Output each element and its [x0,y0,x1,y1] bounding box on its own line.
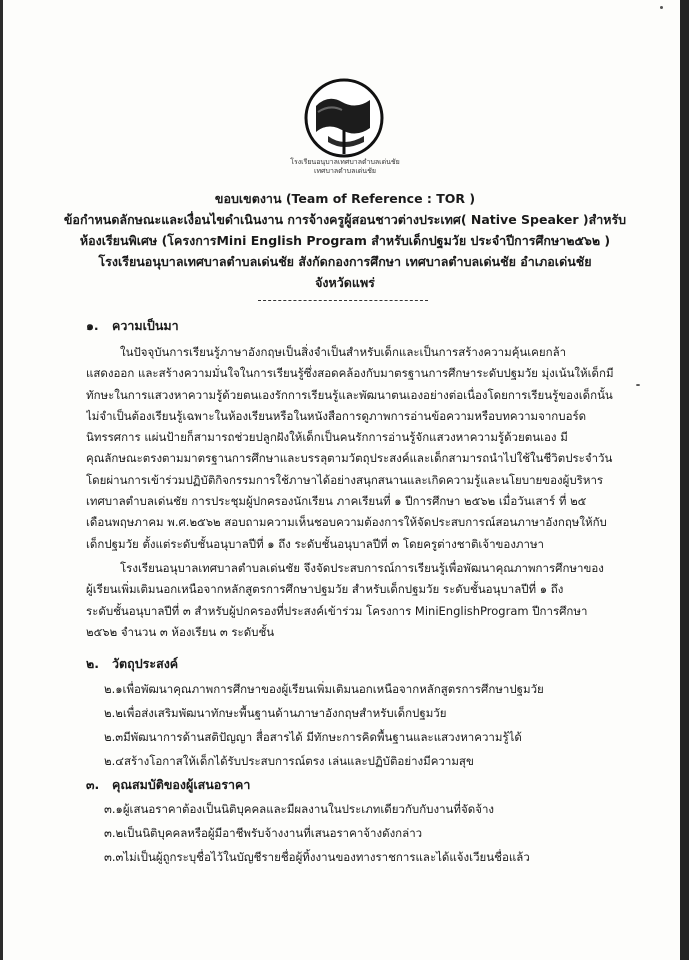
objective-item: ๒.๑เพื่อพัฒนาคุณภาพการศึกษาของผู้เรียนเพิ่มเติมนอกเหนือจากหลักสูตรการศึกษาปฐมวัย [104,682,544,696]
section1-paragraph2 [86,558,616,643]
qualification-item: ๓.๓ไม่เป็นผู้ถูกระบุชื่อไว้ในบัญชีรายชื่อผู้ทิ้งงานของทางราชการและได้แจ้งเวียนชื่อแล้ว [104,850,530,864]
paragraph-line: นิทรรศการ แผ่นป้ายก็สามารถช่วยปลูกฝังให้เด็กเป็นคนรักการอ่านรู้จักแสวงหาความรู้ด้วยตนเอง มี [86,430,568,445]
objective-item: ๒.๓มีพัฒนาการด้านสติปัญญา สื่อสารได้ มีทักษะการคิดพื้นฐานและแสวงหาความรู้ได้ [104,730,522,744]
scan-edge-right [680,0,689,960]
scan-edge-left [0,0,3,960]
paragraph-line: คุณลักษณะตรงตามมาตรฐานการศึกษาและบรรลุตามวัตถุประสงค์และเด็กสามารถนำไปใช้ในชีวิตประจำวัน [86,451,613,466]
title-line1: ขอบเขตงาน (Team of Reference : TOR ) [214,191,476,206]
paragraph-line: ในปัจจุบันการเรียนรู้ภาษาอังกฤษเป็นสิ่งจำเป็นสำหรับเด็กและเป็นการสร้างความคุ้นเคยกล้า [120,345,567,359]
scan-speck [660,6,663,9]
section1-number: ๑. [86,318,99,333]
qualification-item: ๓.๒เป็นนิติบุคคลหรือผู้มีอาชีพรับจ้างงานที่เสนอราคาจ้างดังกล่าว [104,826,423,840]
section3-heading [86,775,250,795]
paragraph-line: ผู้เรียนเพิ่มเติมนอกเหนือจากหลักสูตรการศึกษาปฐมวัย สำหรับเด็กปฐมวัย ระดับชั้นอนุบาลปีที่ ๑ ถึง [86,582,564,597]
paragraph-line: ระดับชั้นอนุบาลปีที่ ๓ สำหรับผู้ปกครองที่ประสงค์เข้าร่วม โครงการ MiniEnglishProgram ปีการศึกษา [86,603,588,618]
section3-title: คุณสมบัติของผู้เสนอราคา [112,777,251,792]
title-line3: ห้องเรียนพิเศษ (โครงการMini English Program สำหรับเด็กปฐมวัย ประจำปีการศึกษา๒๕๖๒ ) [79,233,611,248]
paragraph-line: โดยผ่านการเข้าร่วมปฏิบัติกิจกรรมการใช้ภาษาได้อย่างสนุกสนานและเกิดความรู้และนโยบายของผู้บริหาร [86,472,604,487]
paragraph-line: ๒๕๖๒ จำนวน ๓ ห้องเรียน ๓ ระดับชั้น [86,624,275,639]
section1-paragraph1 [86,342,616,555]
paragraph-line: แสดงออก และสร้างความมั่นใจในการเรียนรู้ซึ่งสอดคล้องกับมาตรฐานการศึกษาระดับปฐมวัย มุ่งเน้นให้เด็กมี [86,366,614,381]
paragraph-line: ทักษะในการแสวงหาความรู้ด้วยตนเองรักการเรียนรู้และพัฒนาตนเองอย่างต่อเนื่องโดยการเรียนรู้ของเด็กนั้น [86,387,613,402]
school-emblem-icon [298,76,390,168]
scan-speck [636,384,640,386]
title-divider [258,300,428,301]
paragraph-line: เด็กปฐมวัย ตั้งแต่ระดับชั้นอนุบาลปีที่ ๑ ถึง ระดับชั้นอนุบาลปีที่ ๓ โดยครูต่างชาติเจ้าของภาษา [86,536,545,551]
logo-caption-line1: โรงเรียนอนุบาลเทศบาลตำบลเด่นชัย [290,158,400,166]
qualification-item: ๓.๑ผู้เสนอราคาต้องเป็นนิติบุคคลและมีผลงานในประเภทเดียวกับกับงานที่จัดจ้าง [104,802,495,816]
title-line4: โรงเรียนอนุบาลเทศบาลตำบลเด่นชัย สังกัดกองการศึกษา เทศบาลตำบลเด่นชัย อำเภอเด่นชัย [98,254,592,269]
objective-item: ๒.๒เพื่อส่งเสริมพัฒนาทักษะพื้นฐานด้านภาษาอังกฤษสำหรับเด็กปฐมวัย [104,706,447,720]
paragraph-line: เทศบาลตำบลเด่นชัย การประชุมผู้ปกครองนักเรียน ภาคเรียนที่ ๑ ปีการศึกษา ๒๕๖๒ เมื่อวันเสาร์ ที่ ๒๕ [86,494,587,509]
section1-heading [86,316,179,336]
paragraph-line: โรงเรียนอนุบาลเทศบาลตำบลเด่นชัย จึงจัดประสบการณ์การเรียนรู้เพื่อพัฒนาคุณภาพการศึกษาของ [120,561,604,575]
section2-number: ๒. [86,656,99,671]
section2-heading [86,654,178,674]
title-line5: จังหวัดแพร่ [315,275,375,290]
section1-title: ความเป็นมา [112,318,179,333]
document-title [60,188,630,293]
logo-caption-line2: เทศบาลตำบลเด่นชัย [314,167,376,175]
paragraph-line: ไม่จำเป็นต้องเรียนรู้เฉพาะในห้องเรียนหรือในหนังสือการดูภาพการอ่านข้อความหรือบทความจากบอร์ด [86,408,587,423]
section3-number: ๓. [86,777,100,792]
objective-item: ๒.๔สร้างโอกาสให้เด็กได้รับประสบการณ์ตรง เล่นและปฏิบัติอย่างมีความสุข [104,754,474,768]
logo-caption [270,158,420,176]
section2-title: วัตถุประสงค์ [112,656,179,671]
title-line2: ข้อกำหนดลักษณะและเงื่อนไขดำเนินงาน การจ้างครูผู้สอนชาวต่างประเทศ( Native Speaker )สำหรับ [63,212,627,227]
paragraph-line: เดือนพฤษภาคม พ.ศ.๒๕๖๒ สอบถามความเห็นชอบความต้องการให้จัดประสบการณ์สอนภาษาอังกฤษให้กับ [86,515,607,530]
